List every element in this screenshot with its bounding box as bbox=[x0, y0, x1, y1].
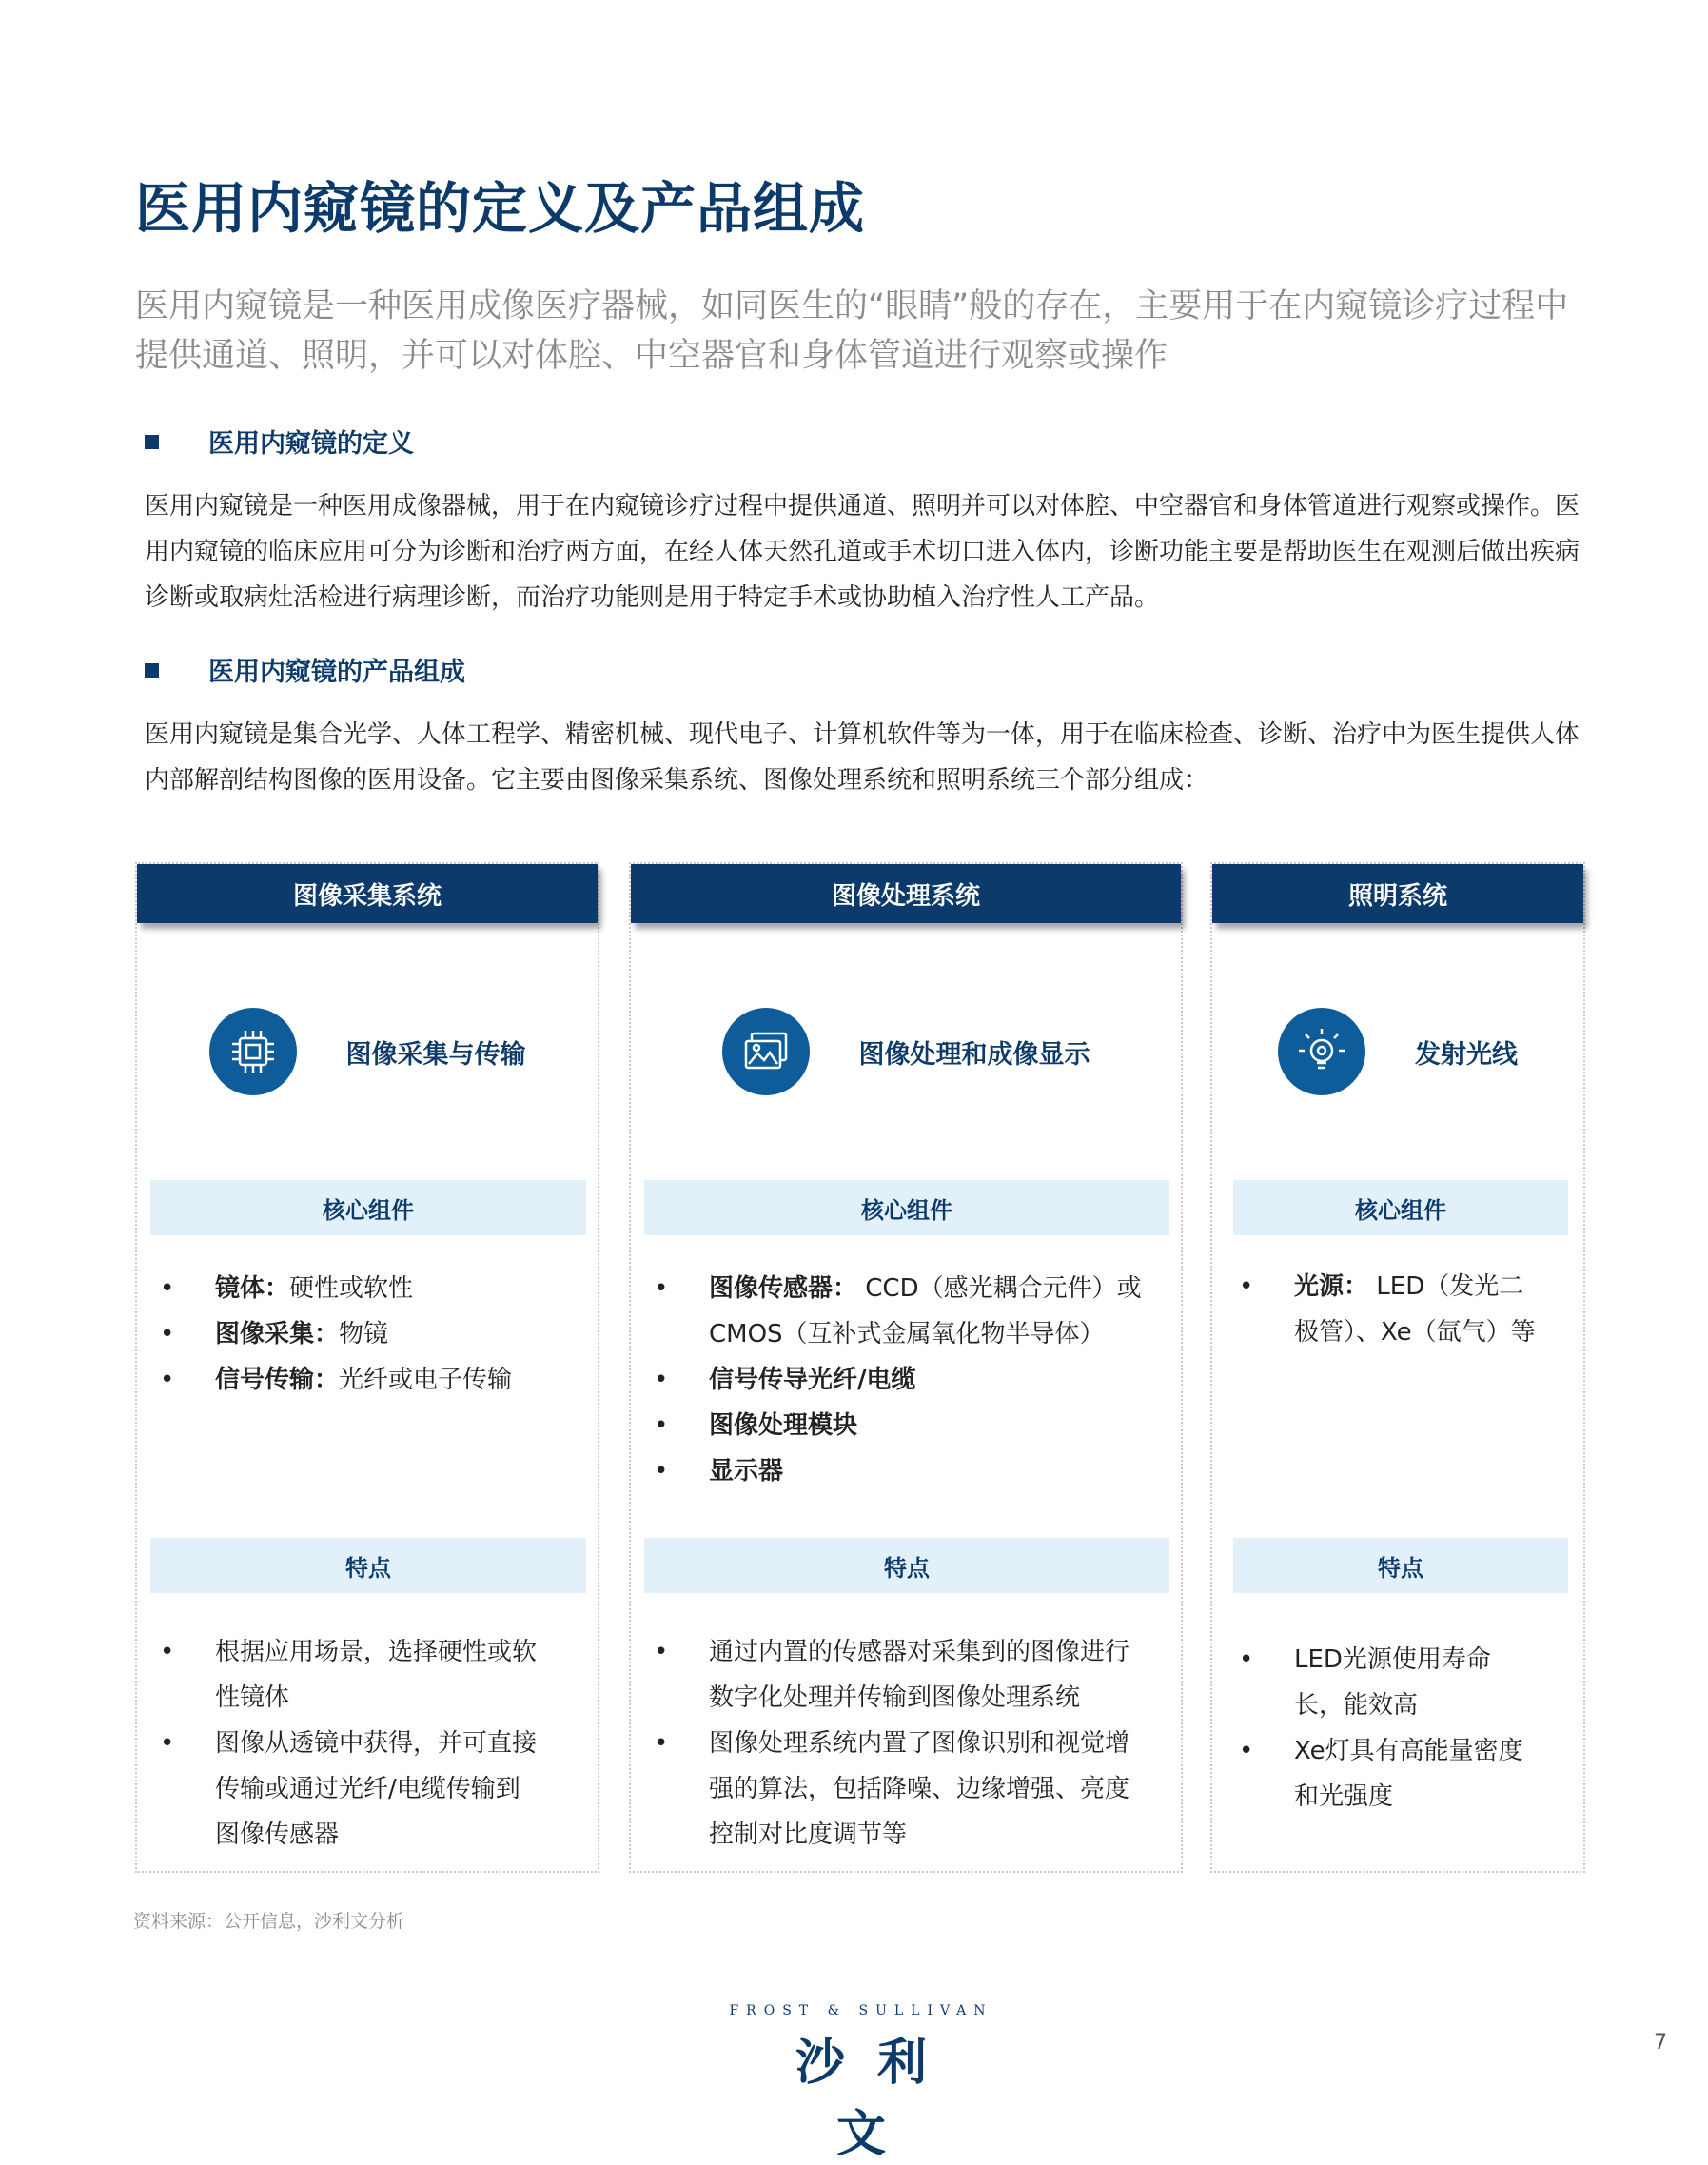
frost-sullivan-logo bbox=[723, 2003, 999, 2165]
components-band: 核心组件 bbox=[644, 1180, 1169, 1235]
image-icon bbox=[722, 1008, 810, 1095]
source-note: 资料来源：公开信息，沙利文分析 bbox=[133, 1911, 405, 1932]
list-item: • LED光源使用寿命长，能效高 bbox=[1239, 1637, 1524, 1728]
column-image-processing bbox=[629, 862, 1183, 1873]
list-item: • 图像采集：物镜 bbox=[160, 1311, 579, 1357]
square-bullet-icon bbox=[145, 663, 159, 678]
traits-band: 特点 bbox=[1233, 1538, 1568, 1593]
column-header: 图像采集系统 bbox=[137, 864, 598, 923]
list-item: • 图像传感器： CCD（感光耦合元件）或CMOS（互补式金属氧化物半导体） bbox=[654, 1266, 1158, 1357]
page-title: 医用内窥镜的定义及产品组成 bbox=[135, 176, 866, 241]
feature-row bbox=[137, 1004, 598, 1099]
list-item: • 显示器 bbox=[654, 1448, 1158, 1494]
section-heading-composition: 医用内窥镜的产品组成 bbox=[145, 651, 465, 688]
list-item: • 图像从透镜中获得，并可直接传输或通过光纤/电缆传输到图像传感器 bbox=[160, 1721, 540, 1858]
traits-list bbox=[654, 1629, 1139, 1858]
definition-paragraph: 医用内窥镜是一种医用成像器械，用于在内窥镜诊疗过程中提供通道、照明并可以对体腔、中空器官和身体管道进行观察或操作。医用内窥镜的临床应用可分为诊断和治疗两方面，在经人体天然孔道或手术切口进入体内，诊断功能主要是帮助医生在观测后做出疾病诊断或取病灶活检进行病理诊断，而治疗功能则是用于特定手术或协助植入治疗性人工产品。 bbox=[145, 492, 1580, 612]
feature-row bbox=[631, 1004, 1181, 1099]
column-header: 图像处理系统 bbox=[631, 864, 1181, 923]
feature-label: 发射光线 bbox=[1415, 1039, 1518, 1070]
page-subtitle: 医用内窥镜是一种医用成像医疗器械，如同医生的“眼睛”般的存在，主要用于在内窥镜诊疗过程中提供通道、照明，并可以对体腔、中空器官和身体管道进行观察或操作 bbox=[135, 287, 1569, 375]
components-list bbox=[160, 1266, 579, 1403]
traits-list bbox=[160, 1629, 540, 1858]
list-item: • 图像处理模块 bbox=[654, 1403, 1158, 1448]
list-item: • 信号传输：光纤或电子传输 bbox=[160, 1357, 579, 1403]
page-number: 7 bbox=[1654, 2031, 1667, 2055]
feature-row bbox=[1212, 1004, 1583, 1099]
list-item: • 根据应用场景，选择硬性或软性镜体 bbox=[160, 1629, 540, 1721]
components-list bbox=[1239, 1264, 1543, 1355]
logo-chinese: 沙利文 bbox=[795, 2035, 959, 2163]
composition-paragraph: 医用内窥镜是集合光学、人体工程学、精密机械、现代电子、计算机软件等为一体，用于在临床检查、诊断、治疗中为医生提供人体内部解剖结构图像的医用设备。它主要由图像采集系统、图像处理系统和照明系统三个部分组成： bbox=[145, 720, 1580, 795]
list-item: • 信号传导光纤/电缆 bbox=[654, 1357, 1158, 1403]
column-illumination bbox=[1210, 862, 1585, 1873]
square-bullet-icon bbox=[145, 435, 159, 449]
components-list bbox=[654, 1266, 1158, 1494]
traits-list bbox=[1239, 1637, 1524, 1820]
list-item: • Xe灯具有高能量密度和光强度 bbox=[1239, 1728, 1524, 1820]
feature-label: 图像处理和成像显示 bbox=[858, 1039, 1090, 1070]
list-item: • 镜体：硬性或软性 bbox=[160, 1266, 579, 1311]
column-header: 照明系统 bbox=[1212, 864, 1583, 923]
traits-band: 特点 bbox=[150, 1538, 586, 1593]
lightbulb-icon bbox=[1278, 1008, 1365, 1095]
list-item: • 通过内置的传感器对采集到的图像进行数字化处理并传输到图像处理系统 bbox=[654, 1629, 1139, 1721]
column-image-capture bbox=[135, 862, 599, 1873]
section-heading-definition: 医用内窥镜的定义 bbox=[145, 423, 414, 460]
traits-band: 特点 bbox=[644, 1538, 1169, 1593]
logo-english: FROST & SULLIVAN bbox=[729, 2003, 993, 2018]
components-band: 核心组件 bbox=[1233, 1180, 1568, 1235]
list-item: • 图像处理系统内置了图像识别和视觉增强的算法，包括降噪、边缘增强、亮度控制对比度调节等 bbox=[654, 1721, 1139, 1858]
feature-label: 图像采集与传输 bbox=[345, 1039, 526, 1070]
components-band: 核心组件 bbox=[150, 1180, 586, 1235]
chip-icon bbox=[209, 1008, 297, 1095]
list-item: • 光源： LED（发光二极管）、Xe（氙气）等 bbox=[1239, 1264, 1543, 1355]
